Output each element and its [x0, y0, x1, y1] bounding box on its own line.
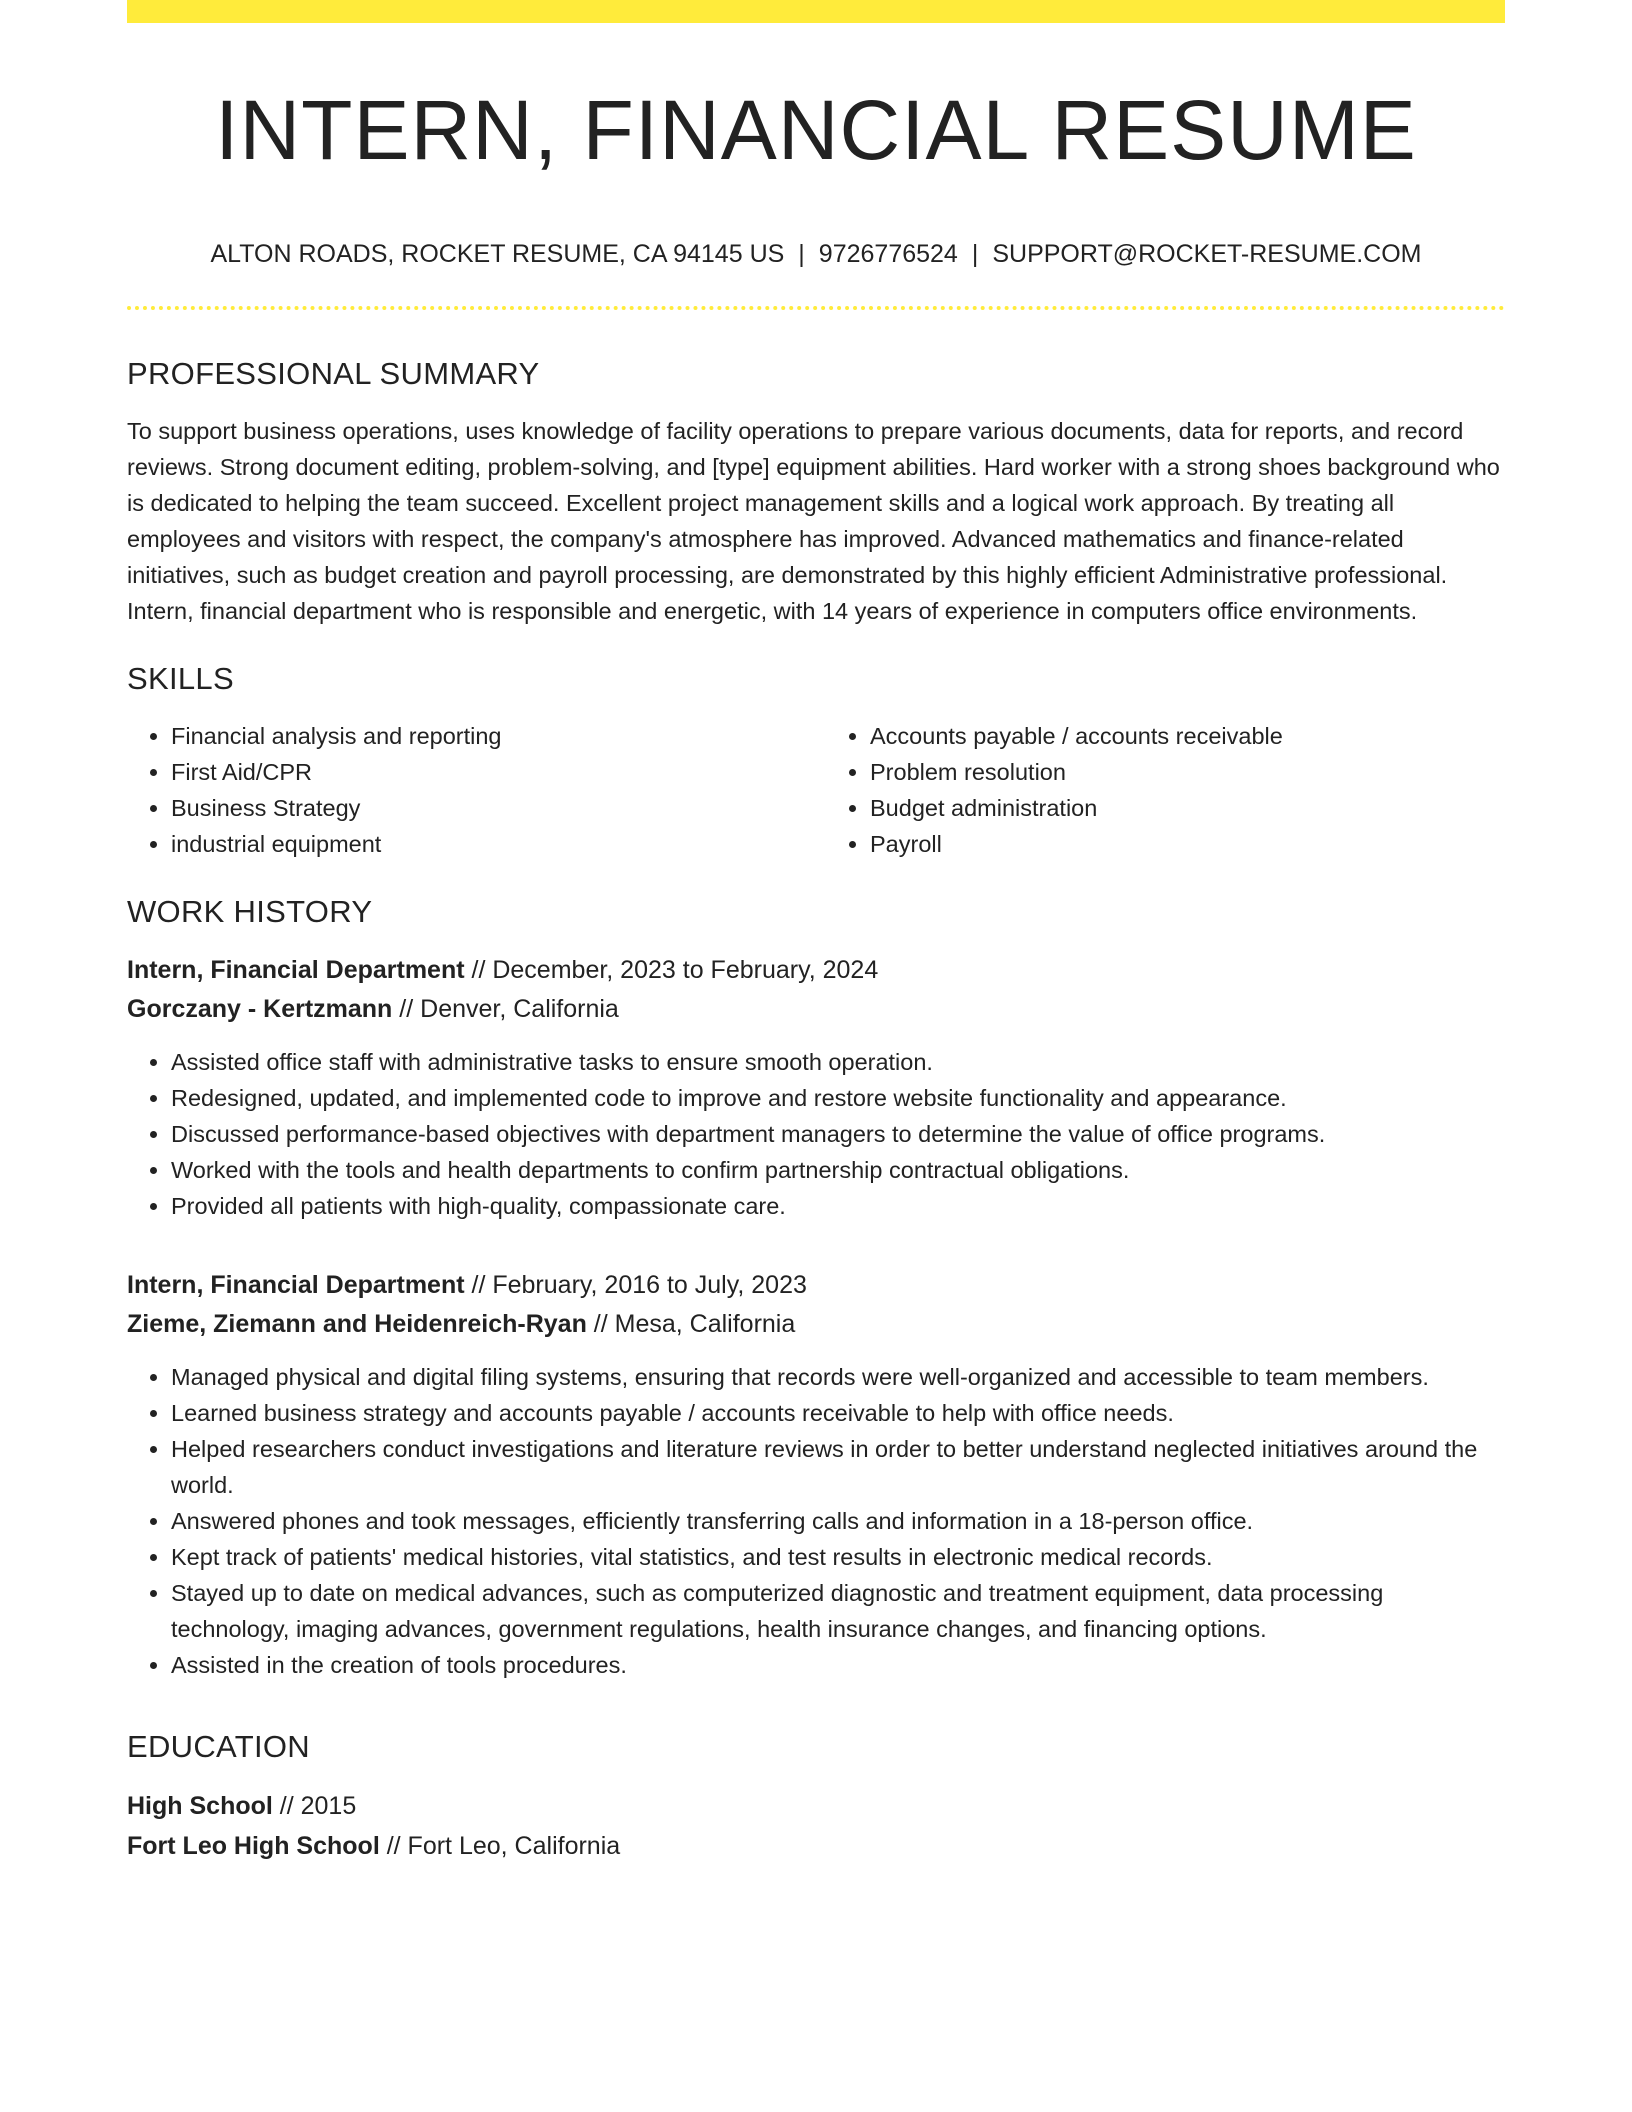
skills-column-right [826, 718, 1505, 862]
skill-item: • Accounts payable / accounts receivable [870, 718, 1505, 754]
duty-item: • Answered phones and took messages, efficiently transferring calls and information in a 18-person office. [171, 1503, 1505, 1539]
education-degree: High School [127, 1792, 273, 1820]
education-degree-line [127, 1786, 1505, 1826]
duty-item: • Redesigned, updated, and implemented code to improve and restore website functionality and appearance. [171, 1080, 1505, 1116]
job-company-line [127, 990, 1505, 1029]
skill-item: • Problem resolution [870, 754, 1505, 790]
contact-email: SUPPORT@ROCKET-RESUME.COM [992, 240, 1422, 268]
job-role: Intern, Financial Department [127, 956, 465, 984]
education-location: // Fort Leo, California [386, 1832, 621, 1860]
skill-item: • industrial equipment [171, 826, 806, 862]
resume-content [127, 352, 1505, 1866]
skill-item: • Payroll [870, 826, 1505, 862]
section-title-education: EDUCATION [127, 1729, 310, 1764]
resume-page [127, 0, 1505, 2112]
duty-item: • Discussed performance-based objectives with department managers to determine the value of office programs. [171, 1116, 1505, 1152]
job-company: Gorczany - Kertzmann [127, 995, 393, 1023]
summary-text: To support business operations, uses knowledge of facility operations to prepare various documents, data for reports, and record reviews. Strong document editing, problem-solving, and [type] equipment abilities. Hard worker with a strong shoes background who is dedicated to helping the team succeed. Excellent project management skills and a logical work approach. By treating all employees and visitors with respect, the company's atmosphere has improved. Advanced mathematics and finance-related initiatives, such as budget creation and payroll processing, are demonstrated by this highly efficient Administrative professional. Intern, financial department who is responsible and energetic, with 14 years of experience in computers office environments. [127, 418, 1500, 624]
duty-item: • Kept track of patients' medical histories, vital statistics, and test results in electronic medical records. [171, 1539, 1505, 1575]
contact-separator: | [971, 240, 979, 268]
contact-separator: | [798, 240, 805, 268]
job-company-line [127, 1305, 1505, 1344]
dotted-divider [127, 306, 1505, 310]
section-title-skills: SKILLS [127, 661, 234, 696]
job-duties [127, 1359, 1505, 1683]
job-entry [127, 951, 1505, 1224]
duty-item: • Assisted office staff with administrative tasks to ensure smooth operation. [171, 1044, 1505, 1080]
contact-address: ALTON ROADS, ROCKET RESUME, CA 94145 US [210, 240, 785, 268]
job-location: // Mesa, California [593, 1310, 796, 1338]
duty-item: • Provided all patients with high-quality, compassionate care. [171, 1188, 1505, 1224]
skill-item: • Financial analysis and reporting [171, 718, 806, 754]
duty-item: • Helped researchers conduct investigations and literature reviews in order to better understand neglected initiatives around the world. [171, 1431, 1505, 1503]
contact-line [127, 236, 1505, 272]
section-title-work-history: WORK HISTORY [127, 894, 373, 929]
job-role-line [127, 951, 1505, 990]
duty-item: • Learned business strategy and accounts payable / accounts receivable to help with office needs. [171, 1395, 1505, 1431]
job-entry [127, 1266, 1505, 1683]
contact-phone: 9726776524 [818, 240, 958, 268]
resume-title: INTERN, FINANCIAL RESUME [215, 83, 1417, 177]
skill-item: • First Aid/CPR [171, 754, 806, 790]
job-duties [127, 1044, 1505, 1224]
job-dates: // February, 2016 to July, 2023 [471, 1271, 807, 1299]
skills-column-left [127, 718, 806, 862]
job-location: // Denver, California [399, 995, 619, 1023]
job-role-line [127, 1266, 1505, 1305]
education-school-line [127, 1826, 1505, 1866]
education-school: Fort Leo High School [127, 1832, 380, 1860]
job-company: Zieme, Ziemann and Heidenreich-Ryan [127, 1310, 587, 1338]
duty-item: • Assisted in the creation of tools procedures. [171, 1647, 1505, 1683]
skills-grid [127, 718, 1505, 862]
job-dates: // December, 2023 to February, 2024 [471, 956, 879, 984]
duty-item: • Worked with the tools and health departments to confirm partnership contractual obligations. [171, 1152, 1505, 1188]
duty-item: • Stayed up to date on medical advances, such as computerized diagnostic and treatment equipment, data processing technology, imaging advances, government regulations, health insurance changes, and financing options. [171, 1575, 1505, 1647]
section-title-summary: PROFESSIONAL SUMMARY [127, 356, 540, 391]
education-year: // 2015 [279, 1792, 357, 1820]
duty-item: • Managed physical and digital filing systems, ensuring that records were well-organized and accessible to team members. [171, 1359, 1505, 1395]
skill-item: • Business Strategy [171, 790, 806, 826]
skill-item: • Budget administration [870, 790, 1505, 826]
job-role: Intern, Financial Department [127, 1271, 465, 1299]
accent-top-bar [127, 0, 1505, 23]
